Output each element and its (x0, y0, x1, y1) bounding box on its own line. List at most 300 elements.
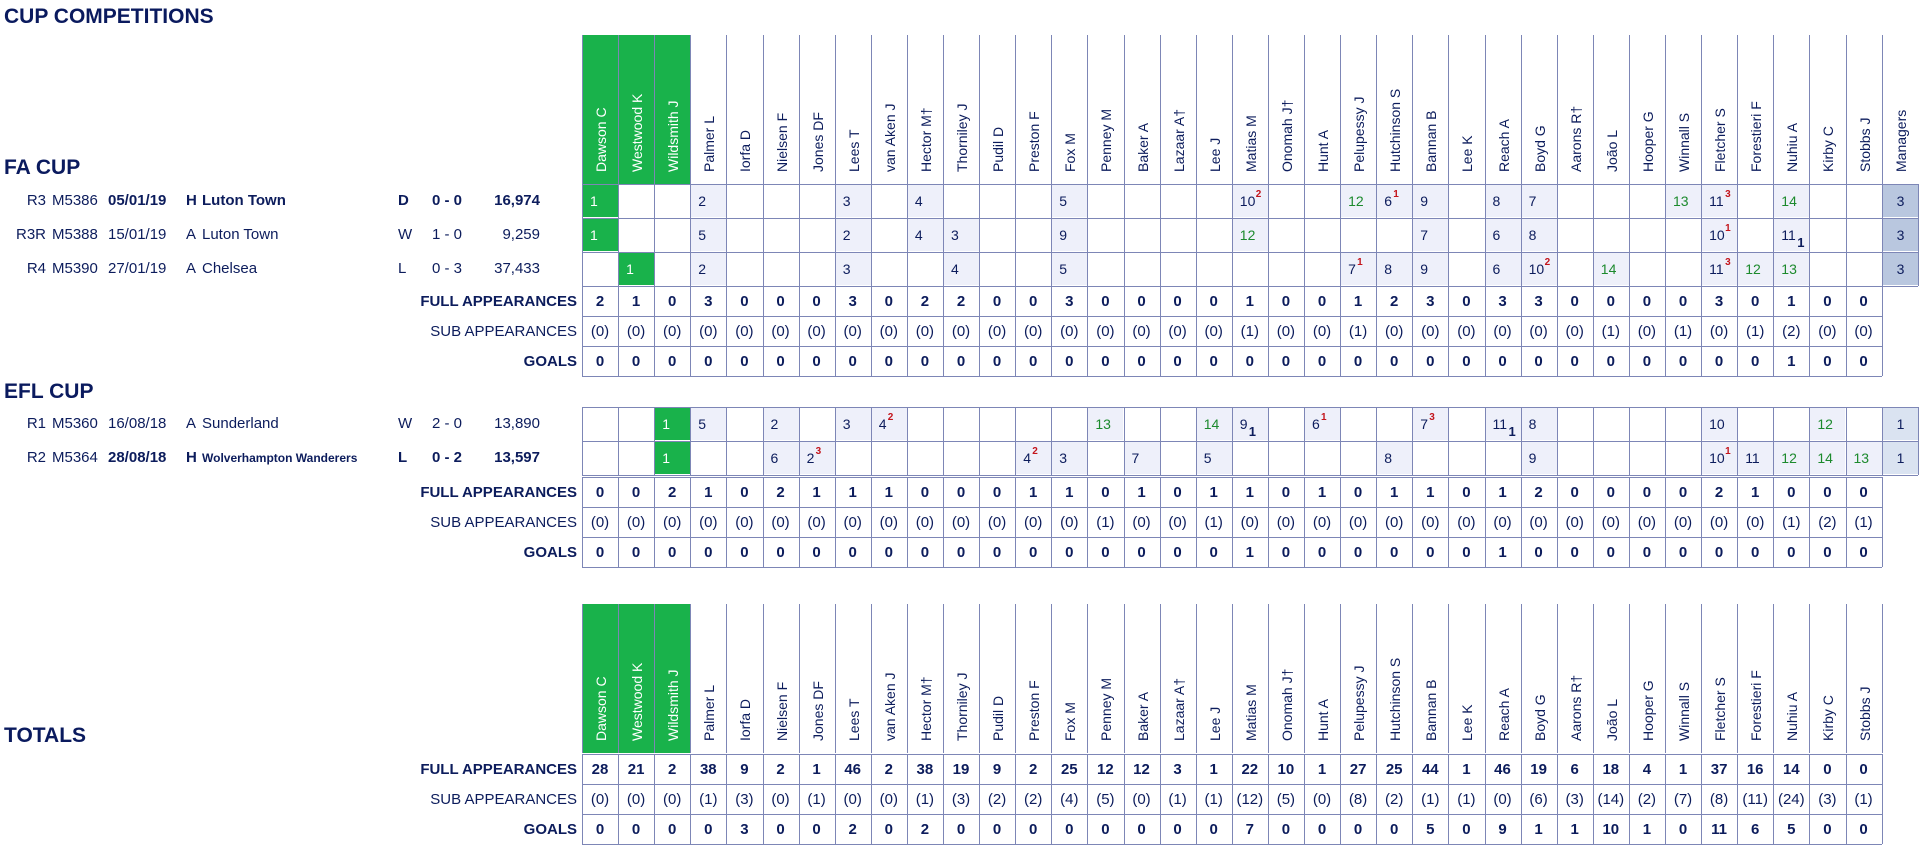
player-name: Lee J (1206, 137, 1223, 172)
grid-line (1665, 218, 1666, 252)
match-attendance: 9,259 (502, 226, 540, 243)
shirt-number: 4 (951, 261, 959, 277)
summary-value: 0 (595, 544, 605, 561)
summary-value: 1 (1353, 293, 1363, 310)
grid-line (1160, 184, 1161, 218)
manager-cell (1883, 253, 1918, 285)
summary-value: 1 (1678, 761, 1688, 778)
manager-cell (1883, 185, 1918, 217)
appearance-cell (1702, 185, 1737, 217)
match-attendance: 13,890 (494, 415, 540, 432)
shirt-number: 3 (1059, 450, 1068, 466)
summary-value: 0 (1317, 544, 1327, 561)
summary-value: 0 (595, 821, 605, 838)
shirt-number: 3 (951, 227, 959, 243)
summary-value: 0 (1137, 353, 1146, 370)
summary-value: (0) (1385, 514, 1404, 531)
summary-value: 0 (1390, 544, 1399, 561)
grid-line (943, 184, 944, 218)
summary-value: (1) (807, 791, 826, 808)
player-name: Nielsen F (773, 112, 790, 172)
player-name: Palmer L (701, 684, 718, 741)
shirt-number: 13 (1781, 261, 1797, 277)
grid-line (1882, 814, 1883, 844)
match-venue: A (186, 415, 197, 432)
summary-value: 0 (1209, 353, 1218, 370)
grid-line (726, 407, 727, 441)
summary-value: 1 (812, 484, 821, 501)
player-name: Fletcher S (1712, 677, 1729, 741)
summary-label-sub: SUB APPEARANCES (430, 514, 577, 531)
player-name: Penney M (1098, 108, 1115, 172)
appearance-cell (1341, 185, 1376, 217)
grid-line (979, 407, 980, 441)
header-right-border (1882, 604, 1883, 753)
goals-marker: 1 (1508, 424, 1516, 439)
player-header-19 (1268, 604, 1305, 753)
player-name: Dawson C (593, 107, 610, 172)
summary-value: 0 (1065, 544, 1074, 561)
player-name: Baker A (1134, 122, 1151, 172)
appearance-cell (908, 185, 943, 217)
summary-value: 0 (1678, 544, 1688, 561)
player-header-35 (1846, 604, 1883, 753)
summary-value: 6 (1751, 821, 1760, 838)
grid-line (1015, 252, 1016, 286)
summary-value: 46 (1494, 761, 1511, 778)
player-name: Lazaar A† (1170, 677, 1187, 741)
summary-value: (0) (626, 323, 646, 340)
player-header-10 (943, 604, 980, 753)
summary-value: (0) (771, 791, 790, 808)
player-header-22 (1376, 604, 1413, 753)
grid-line (1665, 252, 1666, 286)
summary-value: 0 (812, 821, 821, 838)
player-header-4 (726, 35, 763, 184)
grid-line (1882, 507, 1883, 537)
summary-value: 2 (668, 761, 677, 778)
summary-value: 0 (668, 293, 677, 310)
grid-line (943, 407, 944, 441)
grid-line (1737, 184, 1738, 218)
summary-value: 0 (1209, 821, 1218, 838)
summary-value: 1 (1137, 484, 1146, 501)
player-header-28 (1593, 35, 1630, 184)
match-venue: A (186, 260, 197, 277)
summary-value: 0 (992, 353, 1002, 370)
summary-value: 0 (1462, 821, 1471, 838)
shirt-number: 11 (1492, 416, 1508, 432)
summary-value: (5) (1276, 791, 1296, 808)
summary-value: (0) (879, 791, 898, 808)
summary-value: 0 (1823, 353, 1832, 370)
grid-line (1268, 252, 1269, 286)
grid-line (907, 252, 908, 286)
summary-value: 0 (1787, 484, 1796, 501)
summary-value: (0) (915, 323, 935, 340)
summary-value: (0) (843, 514, 862, 531)
grid-line (1087, 441, 1088, 475)
match-attendance: 16,974 (494, 192, 540, 209)
manager-cell (1883, 219, 1918, 251)
player-name: Preston F (1026, 680, 1043, 741)
summary-value: 1 (1029, 484, 1038, 501)
player-name: Hutchinson S (1387, 88, 1404, 172)
player-header-16 (1160, 604, 1197, 753)
player-name: Kirby C (1820, 695, 1837, 741)
summary-value: 2 (1714, 484, 1724, 501)
appearance-cell (691, 219, 726, 251)
match-result: W (398, 415, 413, 432)
grid-line (1340, 441, 1341, 475)
summary-value: 0 (1101, 293, 1110, 310)
summary-value: (1) (1168, 791, 1187, 808)
shirt-number: 8 (1528, 227, 1537, 243)
grid-line (799, 184, 800, 218)
summary-value: 2 (776, 484, 785, 501)
grid-line (763, 184, 764, 218)
summary-value: 2 (1390, 293, 1399, 310)
match-opponent: Chelsea (202, 260, 258, 277)
summary-value: 9 (992, 761, 1002, 778)
summary-value: 0 (1101, 544, 1110, 561)
manager-cell (1883, 442, 1918, 474)
summary-value: 0 (1606, 353, 1615, 370)
summary-value: 0 (595, 484, 605, 501)
summary-value: 0 (1065, 353, 1074, 370)
grid-line (1882, 316, 1883, 346)
player-header-20 (1304, 35, 1341, 184)
shirt-number: 8 (1384, 261, 1392, 277)
grid-line (871, 218, 872, 252)
summary-value: 2 (956, 293, 966, 310)
grid-line (1593, 218, 1594, 252)
grid-line (1412, 441, 1413, 475)
appearance-cell (1413, 219, 1448, 251)
appearance-cell (583, 219, 618, 251)
summary-value: 0 (1101, 821, 1110, 838)
appearance-cell (1774, 185, 1809, 217)
summary-value: 0 (956, 821, 966, 838)
grid-line (1809, 218, 1810, 252)
summary-value: (0) (1060, 323, 1079, 340)
shirt-number: 1 (662, 450, 670, 466)
player-name: Hector M† (917, 676, 934, 741)
summary-value: 0 (776, 821, 785, 838)
appearance-cell (1377, 442, 1412, 474)
grid-line (1557, 184, 1558, 218)
player-header-14 (1087, 604, 1124, 753)
player-header-13 (1051, 604, 1088, 753)
summary-value: 0 (1137, 544, 1146, 561)
grid-line (1268, 218, 1269, 252)
shirt-number: 5 (698, 227, 707, 243)
appearance-cell (1522, 408, 1557, 440)
grid-line (799, 407, 800, 441)
appearance-cell (691, 408, 726, 440)
match-opponent: Luton Town (202, 192, 286, 209)
player-header-1 (618, 604, 655, 753)
player-name: Penney M (1098, 677, 1115, 741)
match-code: M5390 (52, 260, 98, 277)
manager-number: 1 (1896, 416, 1905, 432)
summary-value: (1) (1240, 323, 1259, 340)
player-header-18 (1232, 604, 1269, 753)
grid-line (582, 441, 583, 475)
summary-value: (0) (1529, 514, 1548, 531)
substitution-marker: 1 (1357, 257, 1363, 268)
grid-line (1087, 218, 1088, 252)
match-score: 0 - 3 (432, 260, 463, 277)
summary-value: 0 (1353, 484, 1363, 501)
summary-value: 3 (1426, 293, 1435, 310)
shirt-number: 8 (1384, 450, 1392, 466)
player-header-7 (835, 604, 872, 753)
summary-value: (0) (1312, 323, 1332, 340)
summary-value: (0) (771, 323, 790, 340)
player-name: Lee J (1206, 706, 1223, 741)
match-round: R1 (26, 415, 46, 432)
grid-line (1015, 218, 1016, 252)
summary-value: 1 (1317, 761, 1327, 778)
appearance-cell (1774, 253, 1809, 285)
player-header-7 (835, 35, 872, 184)
summary-value: (7) (1673, 791, 1693, 808)
grid-line (1196, 184, 1197, 218)
player-name: Boyd G (1531, 694, 1548, 741)
appearance-cell (1702, 442, 1737, 474)
summary-value: 12 (1097, 761, 1114, 778)
summary-value: 0 (848, 353, 857, 370)
summary-value: 19 (1530, 761, 1547, 778)
grid-line (799, 252, 800, 286)
appearance-cell (836, 253, 871, 285)
summary-value: 0 (848, 544, 857, 561)
summary-value: (1) (1204, 791, 1223, 808)
summary-value: 0 (1462, 353, 1471, 370)
grid-line (1304, 441, 1305, 475)
shirt-number: 2 (806, 450, 815, 466)
shirt-number: 2 (842, 227, 851, 243)
appearance-cell (1486, 185, 1521, 217)
summary-value: (11) (1742, 791, 1768, 808)
summary-value: 0 (884, 821, 893, 838)
shirt-number: 10 (1709, 416, 1725, 432)
summary-value: 0 (1823, 761, 1832, 778)
summary-value: (1) (1601, 323, 1620, 340)
summary-value: (0) (663, 323, 682, 340)
summary-value: 0 (1101, 484, 1110, 501)
shirt-number: 6 (1312, 416, 1320, 432)
summary-value: (0) (626, 791, 646, 808)
match-code: M5388 (52, 226, 98, 243)
player-header-26 (1521, 35, 1558, 184)
summary-value: (0) (1168, 514, 1187, 531)
summary-value: 0 (740, 293, 749, 310)
summary-value: 28 (591, 761, 609, 778)
summary-value: 38 (699, 761, 717, 778)
appearance-cell (1052, 185, 1087, 217)
grid-line (618, 184, 619, 218)
summary-value: 3 (1065, 293, 1074, 310)
summary-value: 21 (627, 761, 645, 778)
summary-value: 0 (740, 544, 749, 561)
summary-value: 14 (1782, 761, 1800, 778)
player-header-35 (1846, 35, 1883, 184)
grid-line (1160, 218, 1161, 252)
grid-line (618, 218, 619, 252)
summary-value: (0) (951, 323, 971, 340)
summary-value: 12 (1133, 761, 1150, 778)
summary-value: 3 (1173, 761, 1182, 778)
summary-value: 0 (1245, 353, 1254, 370)
summary-value: (0) (807, 514, 826, 531)
grid-line (1737, 407, 1738, 441)
summary-value: (0) (590, 791, 610, 808)
grid-line (1809, 184, 1810, 218)
player-name: Westwood K (629, 662, 646, 741)
grid-line (726, 441, 727, 475)
player-header-34 (1809, 35, 1846, 184)
summary-value: (2) (1385, 791, 1404, 808)
appearance-cell (1052, 219, 1087, 251)
summary-value: 0 (1534, 544, 1543, 561)
summary-value: 0 (1678, 484, 1688, 501)
player-name: Nielsen F (773, 681, 790, 741)
summary-value: 0 (1642, 544, 1652, 561)
appearance-cell (1197, 408, 1232, 440)
efl-cup-title: EFL CUP (4, 380, 94, 403)
summary-value: (1) (1457, 791, 1476, 808)
summary-label-full: FULL APPEARANCES (420, 761, 577, 778)
grid-line (726, 184, 727, 218)
shirt-number: 7 (1131, 450, 1140, 466)
summary-value: 0 (1859, 353, 1868, 370)
player-name: Iorfa D (737, 698, 754, 741)
appearance-cell (1810, 442, 1845, 474)
summary-value: (0) (1240, 514, 1259, 531)
player-name: Onomah J† (1278, 99, 1295, 172)
summary-value: (12) (1236, 791, 1264, 808)
grid-line (1448, 184, 1449, 218)
player-header-34 (1809, 604, 1846, 753)
shirt-number: 7 (1420, 227, 1429, 243)
player-header-17 (1196, 35, 1233, 184)
summary-label-goals: GOALS (523, 821, 577, 838)
summary-value: 0 (1642, 293, 1652, 310)
summary-label-sub: SUB APPEARANCES (430, 791, 577, 808)
substitution-marker: 3 (1429, 412, 1435, 423)
player-header-5 (763, 35, 800, 184)
summary-value: 0 (956, 484, 966, 501)
summary-value: 0 (1678, 821, 1688, 838)
grid-line (726, 252, 727, 286)
summary-label-goals: GOALS (523, 544, 577, 561)
player-header-31 (1701, 35, 1738, 184)
appearance-cell (764, 442, 799, 474)
summary-value: (0) (1493, 514, 1512, 531)
summary-value: 2 (920, 821, 930, 838)
player-header-3 (690, 604, 727, 753)
player-header-9 (907, 35, 944, 184)
player-header-15 (1124, 35, 1161, 184)
appearance-cell (1738, 253, 1773, 285)
grid-line (1124, 407, 1125, 441)
grid-line (1160, 441, 1161, 475)
player-name: Bannan B (1423, 679, 1440, 741)
summary-value: 2 (848, 821, 857, 838)
match-attendance: 37,433 (494, 260, 540, 277)
summary-value: 1 (884, 484, 893, 501)
summary-value: (3) (951, 791, 971, 808)
grid-line (618, 407, 619, 441)
match-round: R3 (26, 192, 46, 209)
summary-value: (1) (1348, 323, 1368, 340)
shirt-number: 5 (1059, 261, 1068, 277)
summary-value: 1 (848, 484, 857, 501)
match-score: 2 - 0 (432, 415, 463, 432)
grid-line (1160, 407, 1161, 441)
summary-value: (0) (1709, 514, 1729, 531)
grid-line (1196, 252, 1197, 286)
fa-cup-player-header (582, 35, 1909, 184)
grid-line (871, 252, 872, 286)
summary-value: 0 (884, 544, 893, 561)
totals-title: TOTALS (4, 724, 87, 747)
appearance-cell (1522, 219, 1557, 251)
summary-value: 1 (1462, 761, 1471, 778)
appearance-cell (1702, 408, 1737, 440)
summary-value: (0) (879, 323, 898, 340)
summary-value: 0 (1570, 544, 1579, 561)
substitution-marker: 2 (887, 412, 894, 423)
summary-value: 0 (1859, 821, 1868, 838)
summary-value: (0) (843, 323, 862, 340)
grid-line (871, 184, 872, 218)
player-name: Thorniley J (954, 672, 971, 741)
summary-value: 46 (844, 761, 862, 778)
grid-line (1376, 407, 1377, 441)
grid-line (1846, 184, 1847, 218)
shirt-number: 12 (1781, 450, 1797, 466)
player-name: Iorfa D (737, 129, 754, 172)
summary-value: (0) (1132, 514, 1151, 531)
summary-value: 2 (1029, 761, 1038, 778)
summary-value: 1 (1498, 484, 1507, 501)
match-code: M5360 (52, 415, 98, 432)
summary-line (582, 376, 1882, 377)
player-header-3 (690, 35, 727, 184)
summary-value: 0 (704, 821, 713, 838)
player-name: Boyd G (1531, 125, 1548, 172)
summary-value: (0) (1168, 323, 1187, 340)
substitution-marker: 3 (1725, 257, 1731, 268)
match-venue: A (186, 226, 197, 243)
summary-value: 0 (1823, 544, 1832, 561)
shirt-number: 9 (1239, 416, 1248, 432)
appearance-cell (908, 219, 943, 251)
grid-line (763, 218, 764, 252)
summary-value: 10 (1602, 821, 1620, 838)
row-line (582, 475, 1918, 476)
summary-value: 1 (1498, 544, 1507, 561)
player-header-24 (1448, 604, 1485, 753)
summary-value: 1 (1390, 484, 1399, 501)
summary-value: 11 (1711, 821, 1728, 838)
player-header-6 (799, 35, 836, 184)
summary-value: (1) (699, 791, 718, 808)
summary-value: 3 (848, 293, 857, 310)
